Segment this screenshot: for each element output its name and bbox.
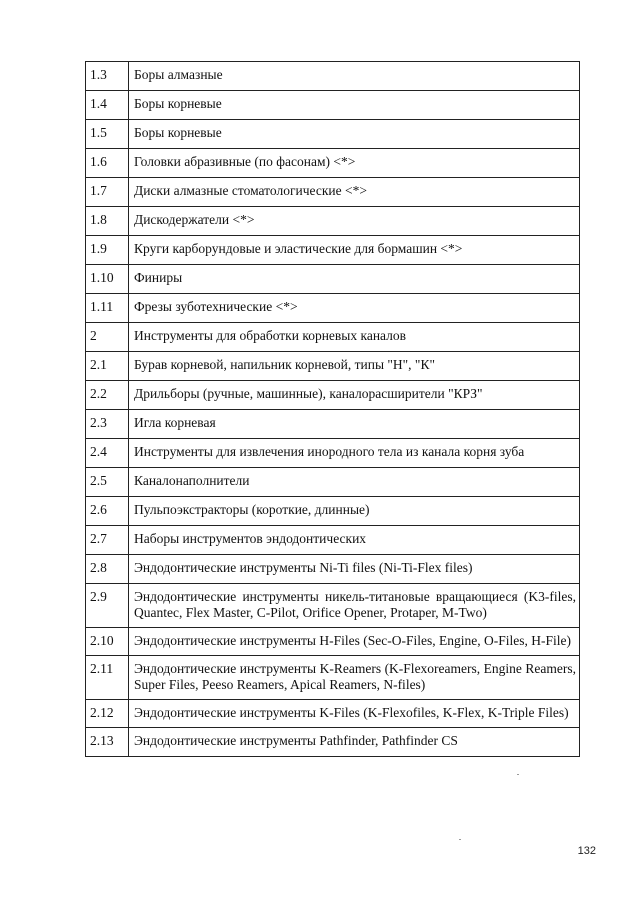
row-number: 2.9 — [86, 584, 129, 628]
row-number: 2.12 — [86, 700, 129, 728]
table-row — [86, 381, 580, 410]
row-description: Наборы инструментов эндодонтических — [129, 526, 580, 555]
table-row — [86, 178, 580, 207]
row-number: 2 — [86, 323, 129, 352]
row-number: 1.4 — [86, 91, 129, 120]
table-row — [86, 236, 580, 265]
row-number: 2.3 — [86, 410, 129, 439]
row-description: Эндодонтические инструменты Ni-Ti files (Ni-Ti-Flex files) — [129, 555, 580, 584]
row-description: Эндодонтические инструменты H-Files (Sec-O-Files, Engine, O-Files, H-File) — [129, 628, 580, 656]
row-description: Игла корневая — [129, 410, 580, 439]
row-number: 2.8 — [86, 555, 129, 584]
row-number: 1.8 — [86, 207, 129, 236]
row-number: 2.10 — [86, 628, 129, 656]
row-description: Эндодонтические инструменты K-Reamers (K-Flexoreamers, Engine Reamers, Super Files, Peeso Reamers, Apical Reamers, N-files) — [129, 656, 580, 700]
table-row — [86, 120, 580, 149]
table-row — [86, 149, 580, 178]
row-number: 2.6 — [86, 497, 129, 526]
row-number: 2.11 — [86, 656, 129, 700]
row-description: Боры корневые — [129, 120, 580, 149]
table-row — [86, 526, 580, 555]
row-number: 1.10 — [86, 265, 129, 294]
row-description: Бурав корневой, напильник корневой, типы "Н", "К" — [129, 352, 580, 381]
table-row — [86, 207, 580, 236]
row-description: Головки абразивные (по фасонам) <*> — [129, 149, 580, 178]
row-number: 2.4 — [86, 439, 129, 468]
row-description: Инструменты для обработки корневых каналов — [129, 323, 580, 352]
table-row — [86, 497, 580, 526]
row-number: 1.9 — [86, 236, 129, 265]
row-description: Боры корневые — [129, 91, 580, 120]
row-description: Дрильборы (ручные, машинные), каналорасширители "КРЗ" — [129, 381, 580, 410]
table-row — [86, 62, 580, 91]
scan-speck — [517, 774, 519, 775]
instrument-table — [85, 61, 580, 757]
row-description: Пульпоэкстракторы (короткие, длинные) — [129, 497, 580, 526]
table-row — [86, 323, 580, 352]
table-row — [86, 700, 580, 728]
table-row — [86, 265, 580, 294]
row-description: Боры алмазные — [129, 62, 580, 91]
row-number: 1.6 — [86, 149, 129, 178]
table-row — [86, 352, 580, 381]
row-description: Фрезы зуботехнические <*> — [129, 294, 580, 323]
row-number: 2.7 — [86, 526, 129, 555]
row-description: Финиры — [129, 265, 580, 294]
row-number: 1.3 — [86, 62, 129, 91]
row-number: 2.13 — [86, 728, 129, 757]
table-row — [86, 584, 580, 628]
table-row — [86, 91, 580, 120]
row-description: Эндодонтические инструменты K-Files (K-Flexofiles, K-Flex, K-Triple Files) — [129, 700, 580, 728]
row-description: Круги карборундовые и эластические для бормашин <*> — [129, 236, 580, 265]
row-description: Каналонаполнители — [129, 468, 580, 497]
row-number: 2.5 — [86, 468, 129, 497]
row-description: Дискодержатели <*> — [129, 207, 580, 236]
table-row — [86, 468, 580, 497]
row-description: Эндодонтические инструменты Pathfinder, Pathfinder CS — [129, 728, 580, 757]
table-row — [86, 628, 580, 656]
row-description: Инструменты для извлечения инородного тела из канала корня зуба — [129, 439, 580, 468]
row-number: 1.11 — [86, 294, 129, 323]
table-row — [86, 410, 580, 439]
row-number: 1.5 — [86, 120, 129, 149]
row-description: Диски алмазные стоматологические <*> — [129, 178, 580, 207]
table-row — [86, 656, 580, 700]
scan-speck — [459, 839, 461, 840]
table-row — [86, 294, 580, 323]
row-number: 2.1 — [86, 352, 129, 381]
row-number: 1.7 — [86, 178, 129, 207]
table-row — [86, 555, 580, 584]
page-number: 132 — [577, 845, 596, 857]
table-row — [86, 439, 580, 468]
row-description: Эндодонтические инструменты никель-титановые вращающиеся (K3-files, Quantec, Flex Master, C-Pilot, Orifice Opener, Protaper, M-Two) — [129, 584, 580, 628]
row-number: 2.2 — [86, 381, 129, 410]
table-row — [86, 728, 580, 757]
